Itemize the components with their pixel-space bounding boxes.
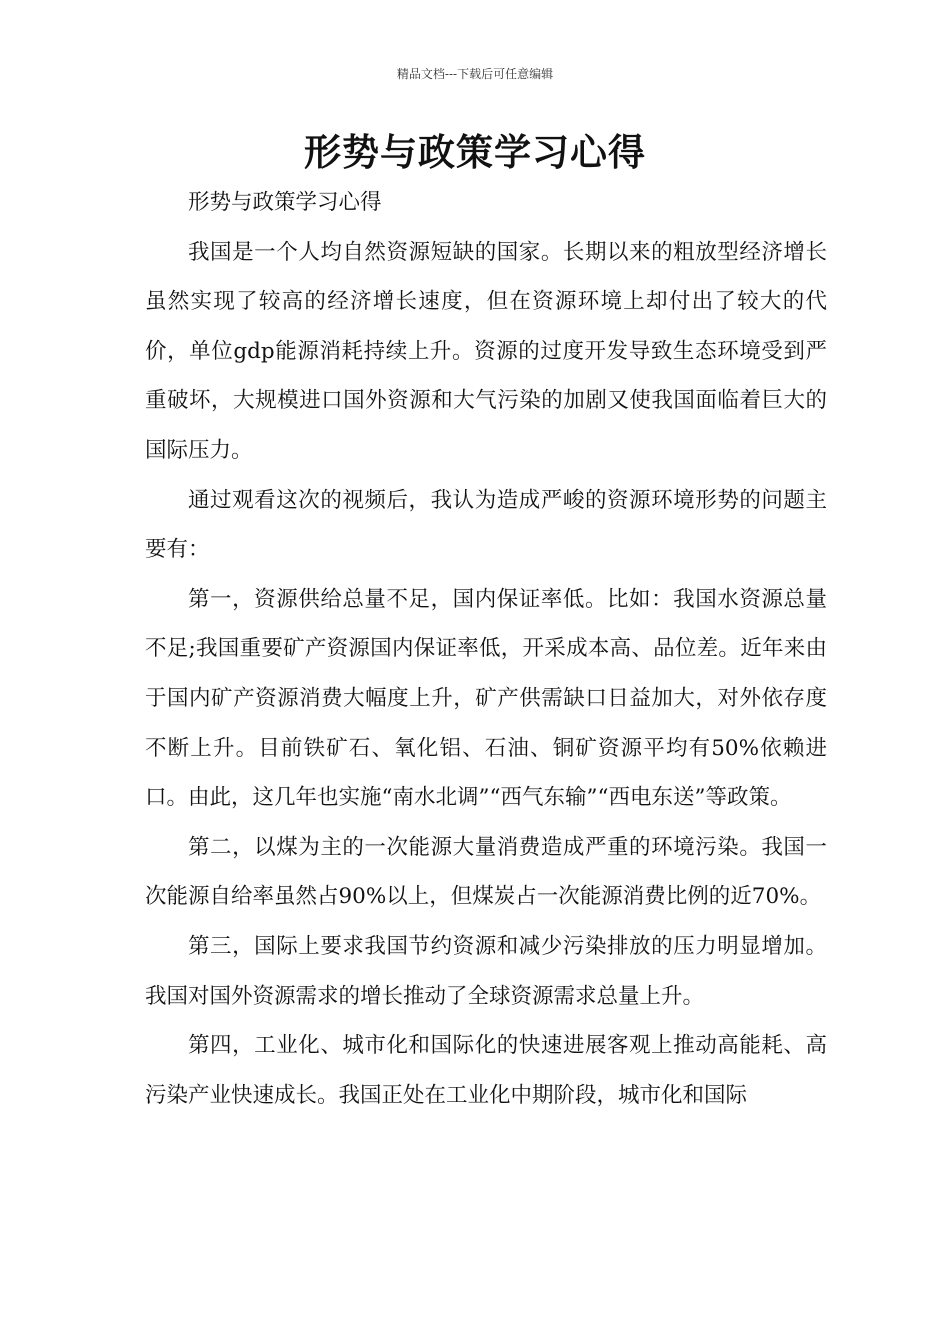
- paragraph: 第一，资源供给总量不足，国内保证率低。比如：我国水资源总量不足;我国重要矿产资源国内保证率低，开采成本高、品位差。近年来由于国内矿产资源消费大幅度上升，矿产供需缺口日益加大，对外依存度不断上升。目前铁矿石、氧化铝、石油、铜矿资源平均有50%依赖进口。由此，这几年也实施“南水北调”“西气东输”“西电东送”等政策。: [145, 586, 827, 811]
- paragraph: 第三，国际上要求我国节约资源和减少污染排放的压力明显增加。我国对国外资源需求的增长推动了全球资源需求总量上升。: [145, 933, 827, 1009]
- document-title: 形势与政策学习心得: [304, 130, 646, 174]
- paragraph: 我国是一个人均自然资源短缺的国家。长期以来的粗放型经济增长虽然实现了较高的经济增长速度，但在资源环境上却付出了较大的代价，单位gdp能源消耗持续上升。资源的过度开发导致生态环境受到严重破坏，大规模进口国外资源和大气污染的加剧又使我国面临着巨大的国际压力。: [145, 239, 827, 463]
- page-header: 精品文档---下载后可任意编辑: [396, 67, 554, 81]
- paragraph: 第二，以煤为主的一次能源大量消费造成严重的环境污染。我国一次能源自给率虽然占90%以上，但煤炭占一次能源消费比例的近70%。: [145, 834, 827, 910]
- document-body: [145, 178, 827, 1120]
- paragraph: 第四，工业化、城市化和国际化的快速进展客观上推动高能耗、高污染产业快速成长。我国正处在工业化中期阶段，城市化和国际: [145, 1033, 827, 1108]
- paragraph: 通过观看这次的视频后，我认为造成严峻的资源环境形势的问题主要有：: [145, 487, 827, 563]
- paragraph-subtitle: 形势与政策学习心得: [188, 190, 382, 215]
